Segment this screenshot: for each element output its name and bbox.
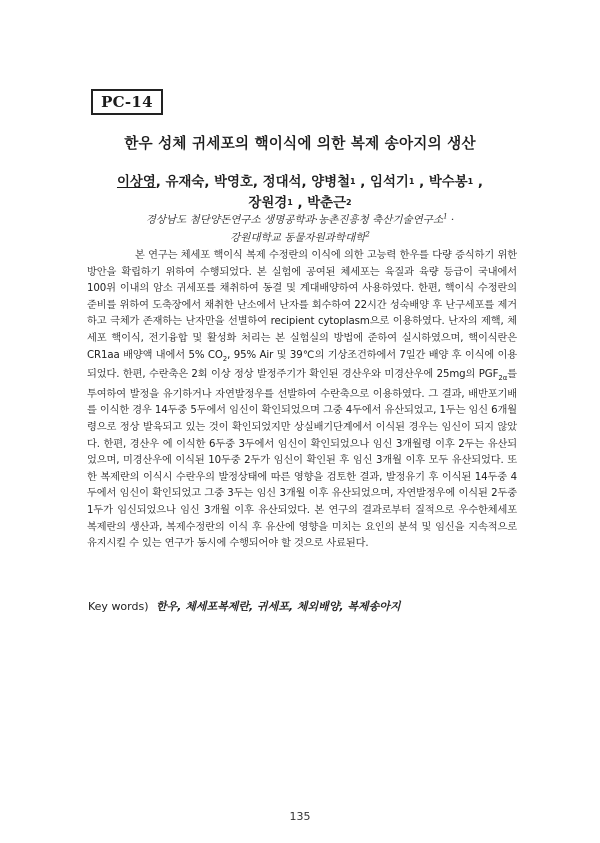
author-name: 정대석 [262,175,302,190]
author-affil-mark: 1 [467,177,474,186]
page-number: 135 [289,810,311,823]
affiliation-separator: · [447,214,455,226]
pgf-subscript: 2α [498,374,508,383]
author-name: 이상영 [116,175,156,190]
author-name: 임석기 [370,175,409,190]
abstract-text-part: 본 연구는 체세포 핵이식 복제 수정란의 이식에 의한 고능력 한우를 다량 증식하기 위한 방안을 확립하기 위하여 수행되었다. 본 실험에 공여된 체세포는 육질과 육량 등급이 국내에서 100위 이내의 암소 귀세포를 채취하여 동결 및 계대배양하여 사용하였다. 한편, 핵이식 수정란의 준비를 위하여 도축장에서 채취한 난소에서 난자를 회수하여 22시간 성숙배양 후 난구세포를 제거하고 극체가 존재하는 난자만을 선별하여 recipient cytoplasm으로 이용하였다. 난자의 제핵, 체세포 핵이식, 전기융합 및 활성화 처리는 본 실험실의 방법에 준하여 실시하였으며, 핵이식란은 CR1aa 배양액 내에서 5% CO [87,250,517,361]
session-code-box [91,89,163,115]
keywords-label: Key words) [88,600,149,613]
author-list: 이상영, 유재숙, 박영호, 정대석, 양병철$^1$ , 임석기$^1$ , 박수봉$^1$ , 장원경$^1$ , 박춘근$^2$ [116,175,483,211]
session-code: PC-14 [101,93,153,111]
author-name: 박수봉 [428,175,468,190]
affiliation-text: 경상남도 첨단양돈연구소 생명공학과·농촌진흥청 축산기술연구소 [145,214,444,226]
author-name: 양병철 [311,175,351,190]
affiliation-text: 강원대학교 동물자원과학대학 [230,232,366,244]
keywords [88,598,401,614]
author-affil-mark: 1 [408,177,415,186]
author-affil-mark: 1 [287,198,293,207]
keywords-list: 한우, 체세포복제란, 귀세포, 체외배양, 복제송아지 [156,600,401,613]
abstract-body [87,248,517,553]
author-name: 장원경 [248,196,288,211]
author-affil-mark: 1 [350,177,356,186]
abstract-text-part: , 95% Air 및 39℃의 기상조건하에서 7일간 배양 후 이식에 이용되었다. 한편, 수란축은 2회 이상 정상 발정주기가 확인된 경산우와 미경산우에 25mg의 PGF [87,349,517,381]
abstract-text-part: 를 투여하여 발정을 유기하거나 자연발정우를 선발하여 수란축으로 이용하였다. 그 결과, 배반포기배를 이식한 경우 14두중 5두에서 임신이 확인되었으며 그중 4두에서 유산되었고, 1두는 임신 6개월령으로 정상 발육되고 있는 것이 확인되었지만 상실배기단계에서 이식된 경우는 임신이 되지 않았다. 한편, 경산우 에 이식한 6두중 3두에서 임신이 확인되었으나 임신 3개월령 이후 2두는 유산되었으며, 미경산우에 이식된 10두중 2두가 임신이 확인된 후 임신 3개월 이후 모두 유산되었다. 또한 복제란의 이식시 수란우의 발정상태에 따른 영향을 검토한 결과, 발정유기 후 이식된 14두중 4두에서 임신이 확인되었고 그중 3두는 임신 3개월 이후 유산되었으며, 자연발정우에 이식된 2두중 1두가 임신되었으나 임신 3개월 이후 유산되었다. 본 연구의 결과로부터 질적으로 우수한체세포 복제란의 생산과, 복제수정란의 이식 후 유산에 영향을 미치는 요인의 분석 및 임신을 지속적으로 유지시킬 수 있는 연구가 동시에 수행되어야 할 것으로 사료된다. [87,369,517,550]
paper-title: 한우 성체 귀세포의 핵이식에 의한 복제 송아지의 생산 [124,135,476,152]
affiliation-line-1 [40,212,560,227]
co2-subscript: 2 [222,354,228,363]
author-name: 박영호 [214,175,253,190]
author-name: 유재숙 [165,175,205,190]
affiliation-mark: 2 [365,230,370,239]
affiliation-mark: 1 [443,212,448,221]
author-name: 박춘근 [307,196,347,211]
affiliation-line-2 [40,230,560,245]
author-affil-mark: 2 [346,198,352,207]
